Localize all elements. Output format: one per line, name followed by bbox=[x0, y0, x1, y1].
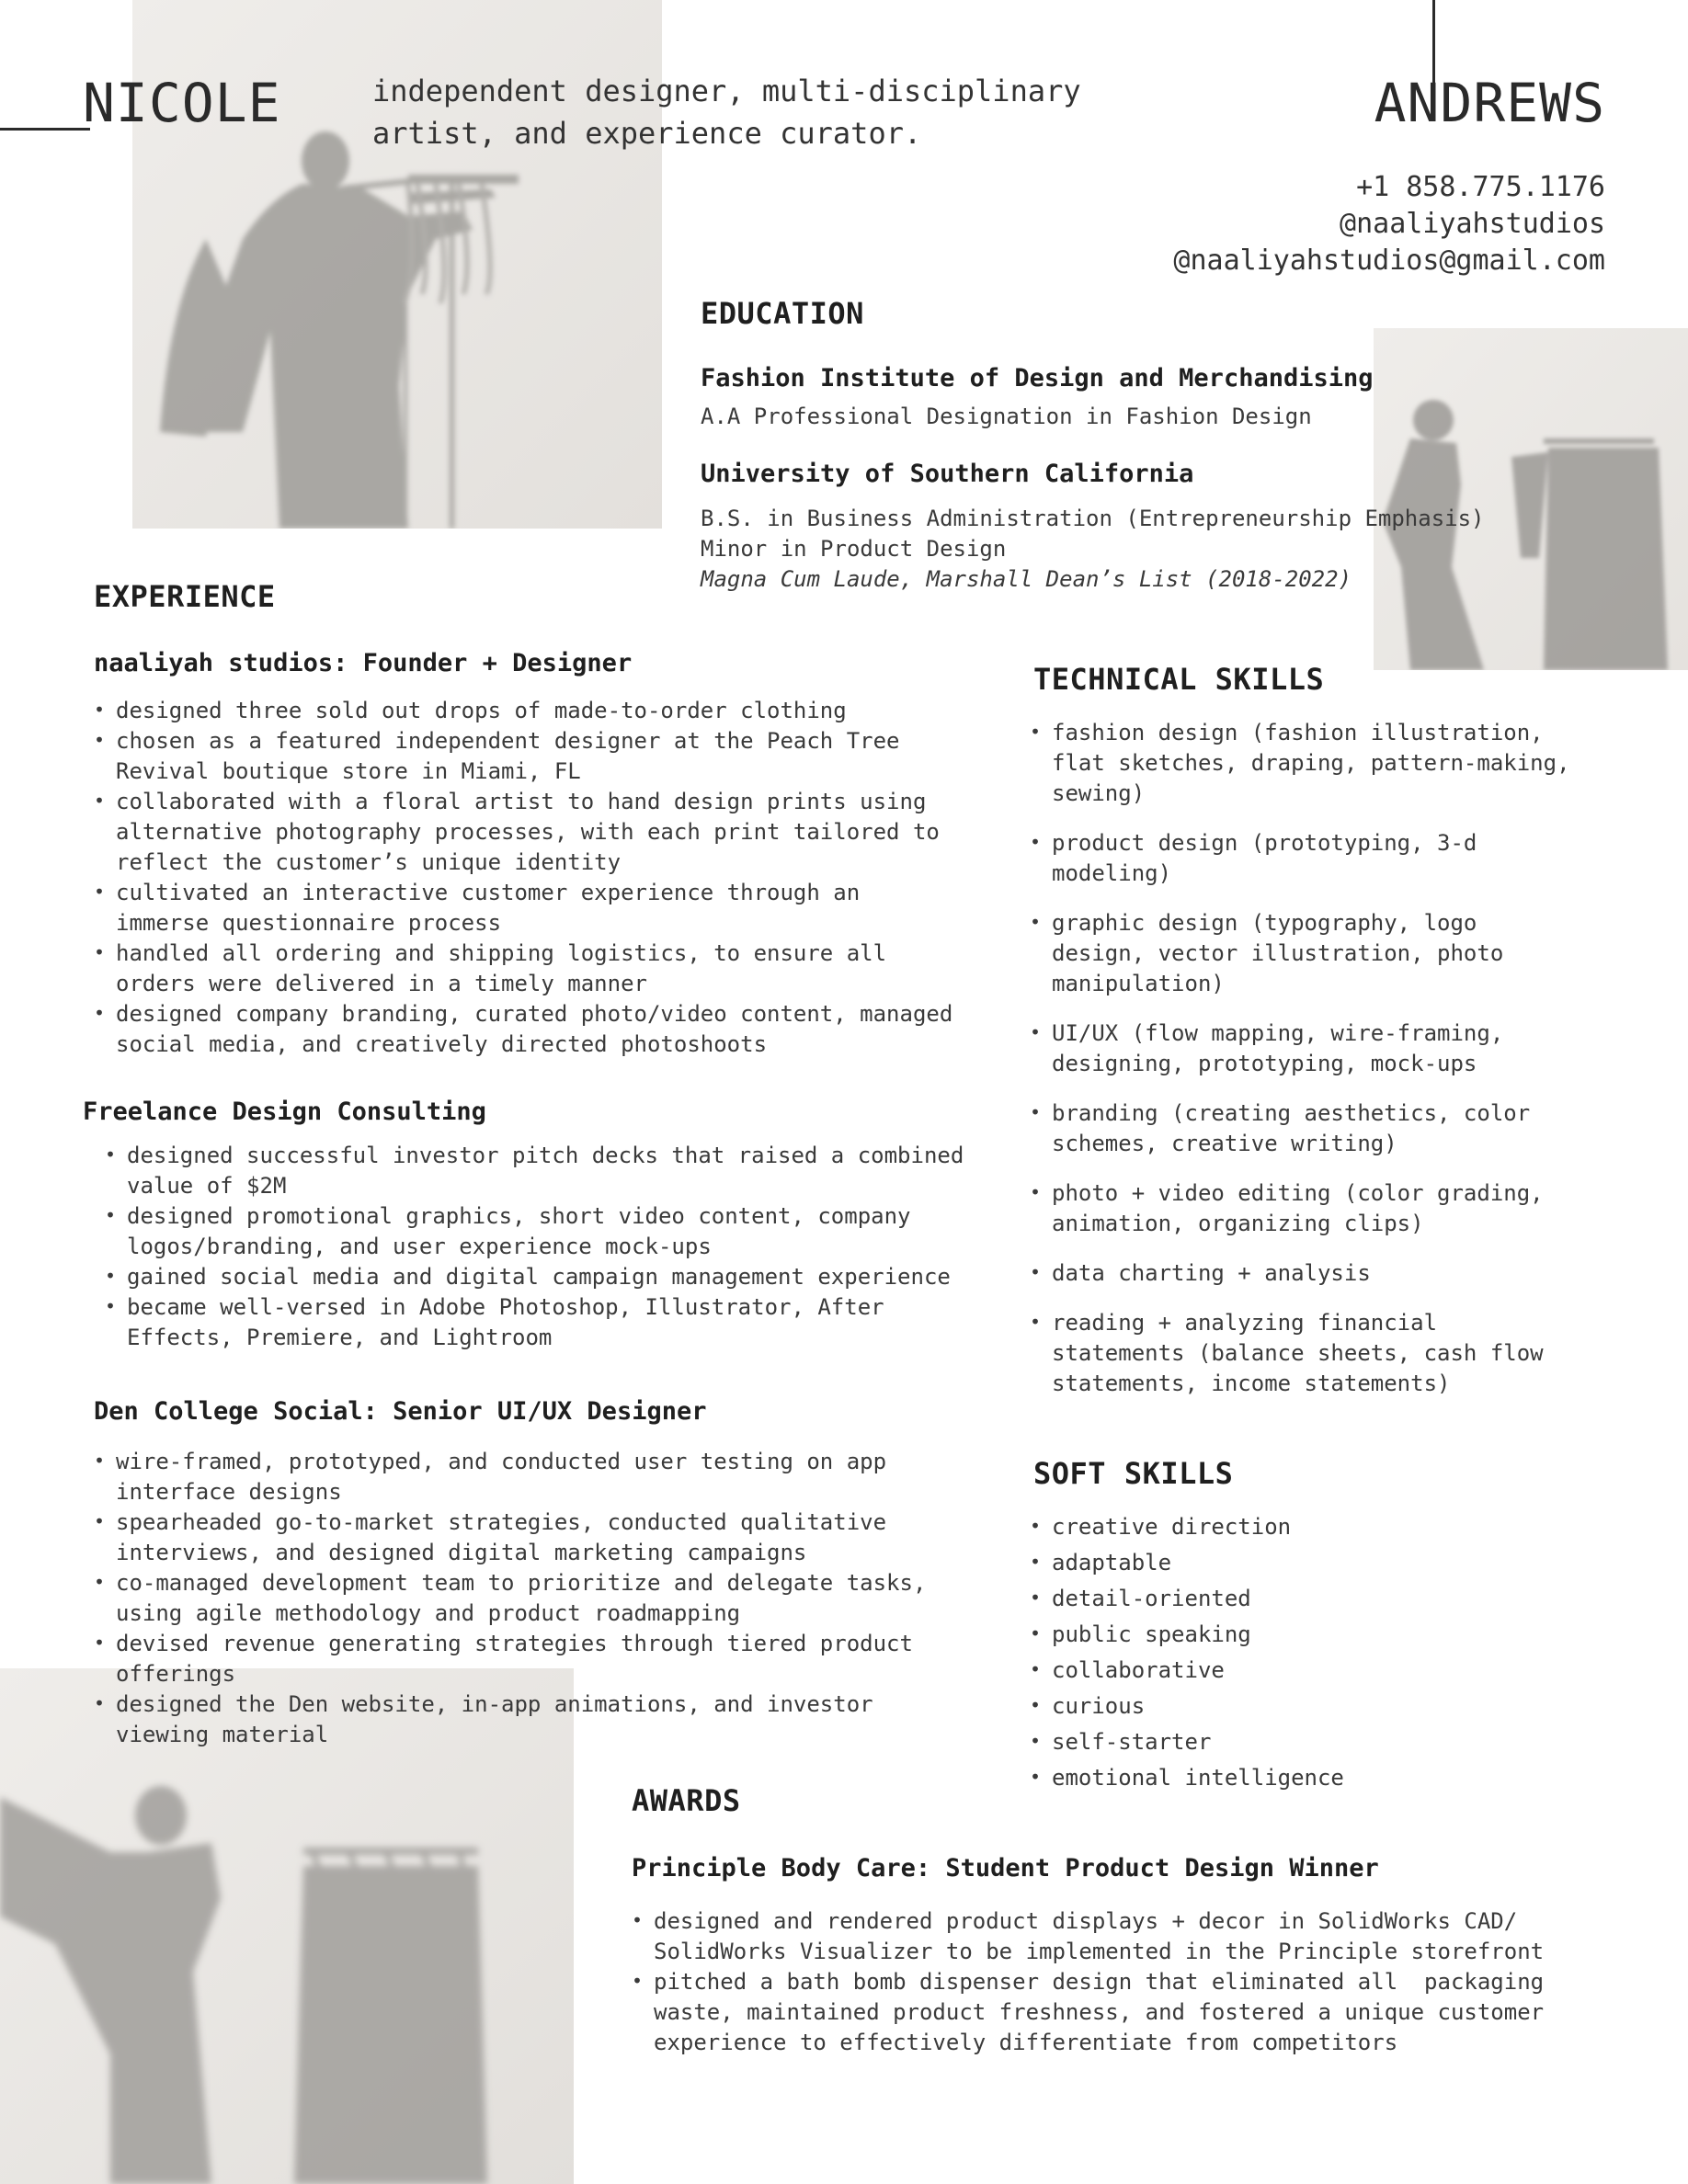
job-title: Freelance Design Consulting bbox=[83, 1098, 486, 1126]
list-item: • adaptable bbox=[1030, 1548, 1344, 1578]
list-item: • became well-versed in Adobe Photoshop, Illustrator, After Effects, Premiere, and Lightroom bbox=[105, 1292, 964, 1353]
soft-skills-title: SOFT SKILLS bbox=[1033, 1456, 1234, 1491]
list-item: • handled all ordering and shipping logistics, to ensure all orders were delivered in a timely manner bbox=[94, 938, 952, 999]
list-item: • branding (creating aesthetics, color schemes, creative writing) bbox=[1030, 1098, 1570, 1159]
tagline-line: artist, and experience curator. bbox=[372, 116, 922, 151]
list-item: • collaborated with a floral artist to hand design prints using alternative photography processes, with each print tailored to reflect the customer’s unique identity bbox=[94, 787, 952, 878]
job-title: naaliyah studios: Founder + Designer bbox=[94, 649, 633, 677]
award-bullets bbox=[632, 1906, 1544, 2058]
education-details bbox=[701, 402, 1312, 432]
list-item: • designed company branding, curated photo/video content, managed social media, and creatively directed photoshoots bbox=[94, 999, 952, 1060]
shadow-photo-right bbox=[1374, 328, 1688, 670]
list-item: • graphic design (typography, logo design, vector illustration, photo manipulation) bbox=[1030, 908, 1570, 999]
list-item: • cultivated an interactive customer experience through an immerse questionnaire process bbox=[94, 878, 952, 938]
education-school: University of Southern California bbox=[701, 460, 1194, 488]
technical-skills-title: TECHNICAL SKILLS bbox=[1033, 662, 1325, 697]
job-title: Den College Social: Senior UI/UX Designer bbox=[94, 1397, 707, 1426]
list-item: • detail-oriented bbox=[1030, 1584, 1344, 1614]
degree-line: B.S. in Business Administration (Entrepreneurship Emphasis) bbox=[701, 506, 1485, 531]
list-item: • photo + video editing (color grading, animation, organizing clips) bbox=[1030, 1178, 1570, 1239]
last-name: ANDREWS bbox=[1374, 72, 1605, 134]
education-school: Fashion Institute of Design and Merchandising bbox=[701, 364, 1374, 392]
list-item: • designed three sold out drops of made-to-order clothing bbox=[94, 696, 952, 726]
job-bullets bbox=[94, 696, 952, 1060]
technical-skills-list bbox=[1030, 718, 1570, 1418]
degree-line: A.A Professional Designation in Fashion Design bbox=[701, 404, 1312, 429]
list-item: • pitched a bath bomb dispenser design that eliminated all packaging waste, maintained product freshness, and fostered a unique customer experience to effectively differentiate from competitors bbox=[632, 1967, 1544, 2058]
list-item: • fashion design (fashion illustration, flat sketches, draping, pattern-making, sewing) bbox=[1030, 718, 1570, 809]
honors-line: Magna Cum Laude, Marshall Dean’s List (2018-2022) bbox=[701, 566, 1352, 592]
job-bullets bbox=[94, 1447, 926, 1750]
tagline bbox=[372, 70, 1126, 154]
list-item: • spearheaded go-to-market strategies, conducted qualitative interviews, and designed digital marketing campaigns bbox=[94, 1507, 926, 1568]
education-title: EDUCATION bbox=[701, 296, 864, 331]
list-item: • data charting + analysis bbox=[1030, 1258, 1570, 1289]
email[interactable]: @naaliyahstudios@gmail.com bbox=[1173, 245, 1605, 277]
award-title: Principle Body Care: Student Product Design Winner bbox=[632, 1854, 1379, 1883]
list-item: • designed and rendered product displays + decor in SolidWorks CAD/ SolidWorks Visualizer to be implemented in the Principle storefront bbox=[632, 1906, 1544, 1967]
list-item: • emotional intelligence bbox=[1030, 1763, 1344, 1793]
education-details bbox=[701, 504, 1485, 595]
list-item: • collaborative bbox=[1030, 1655, 1344, 1686]
list-item: • gained social media and digital campaign management experience bbox=[105, 1262, 964, 1292]
soft-skills-list bbox=[1030, 1512, 1344, 1799]
list-item: • designed promotional graphics, short video content, company logos/branding, and user experience mock-ups bbox=[105, 1201, 964, 1262]
list-item: • product design (prototyping, 3-d modeling) bbox=[1030, 828, 1570, 889]
list-item: • creative direction bbox=[1030, 1512, 1344, 1542]
list-item: • designed the Den website, in-app animations, and investor viewing material bbox=[94, 1689, 926, 1750]
list-item: • devised revenue generating strategies through tiered product offerings bbox=[94, 1629, 926, 1689]
experience-title: EXPERIENCE bbox=[94, 579, 276, 614]
tagline-line: independent designer, multi-disciplinary bbox=[372, 74, 1081, 108]
list-item: • public speaking bbox=[1030, 1620, 1344, 1650]
list-item: • designed successful investor pitch decks that raised a combined value of $2M bbox=[105, 1141, 964, 1201]
list-item: • reading + analyzing financial statements (balance sheets, cash flow statements, income statements) bbox=[1030, 1308, 1570, 1399]
phone[interactable]: +1 858.775.1176 bbox=[1356, 171, 1605, 203]
contact-block bbox=[1173, 169, 1605, 279]
list-item: • curious bbox=[1030, 1691, 1344, 1722]
list-item: • wire-framed, prototyped, and conducted user testing on app interface designs bbox=[94, 1447, 926, 1507]
awards-title: AWARDS bbox=[632, 1783, 741, 1818]
job-bullets bbox=[105, 1141, 964, 1353]
social-handle[interactable]: @naaliyahstudios bbox=[1340, 208, 1605, 240]
degree-line: Minor in Product Design bbox=[701, 536, 1007, 562]
list-item: • self-starter bbox=[1030, 1727, 1344, 1757]
first-name: NICOLE bbox=[83, 72, 281, 134]
list-item: • co-managed development team to prioritize and delegate tasks, using agile methodology and product roadmapping bbox=[94, 1568, 926, 1629]
name-underline bbox=[0, 128, 90, 131]
list-item: • UI/UX (flow mapping, wire-framing, designing, prototyping, mock-ups bbox=[1030, 1018, 1570, 1079]
list-item: • chosen as a featured independent designer at the Peach Tree Revival boutique store in Miami, FL bbox=[94, 726, 952, 787]
